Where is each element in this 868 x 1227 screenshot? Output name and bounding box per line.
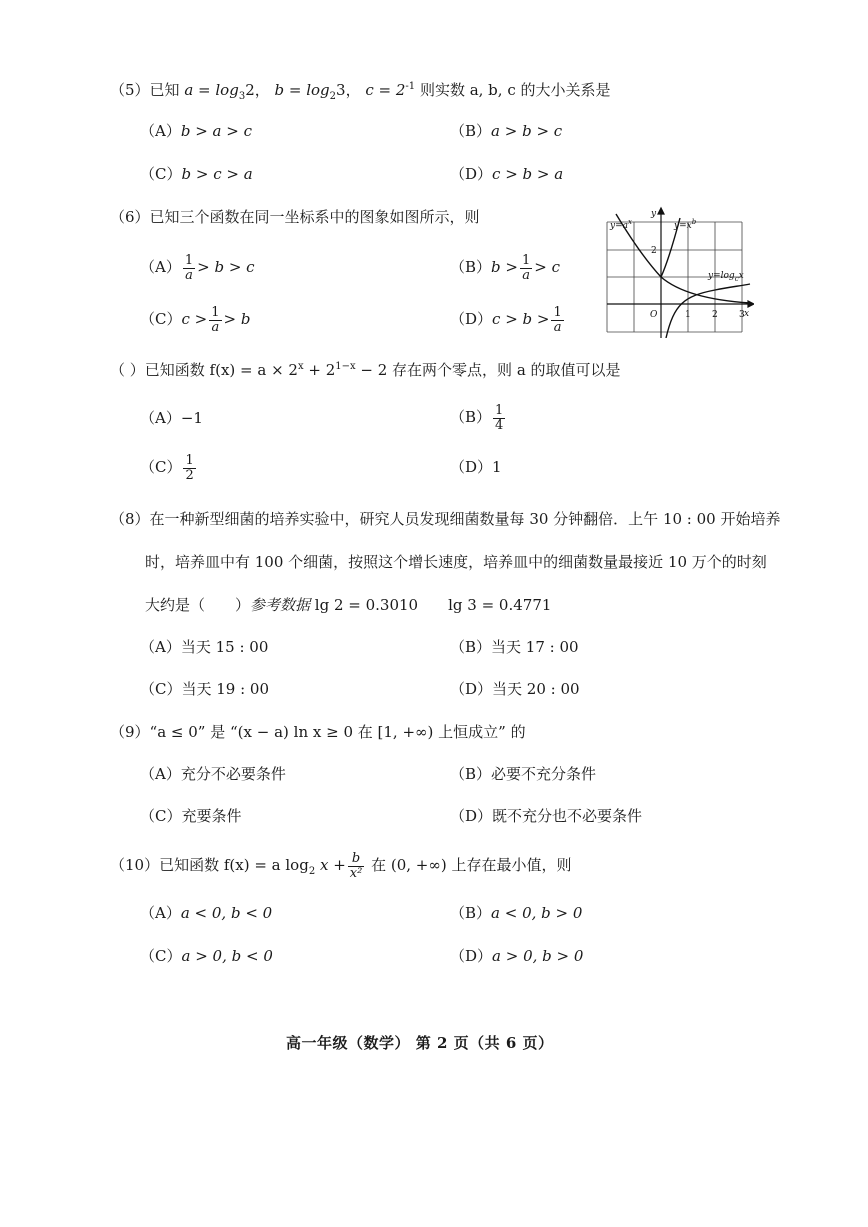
label-y-xb: $y=x^b$ bbox=[674, 218, 697, 231]
option-label: （B） bbox=[450, 258, 492, 277]
option-label: （D） bbox=[450, 165, 493, 183]
option-label: （A） bbox=[140, 765, 181, 783]
q8-option-a[interactable] bbox=[140, 640, 268, 655]
option-label: （B） bbox=[450, 122, 492, 140]
option-label: （A） bbox=[140, 409, 181, 427]
q5-b-arg: 3， bbox=[336, 81, 361, 99]
curve-logarithm bbox=[666, 284, 750, 338]
option-label: （B） bbox=[450, 765, 492, 783]
q5-option-b[interactable] bbox=[450, 124, 562, 139]
q6-option-b[interactable] bbox=[450, 254, 560, 282]
option-text: 当天 17 : 00 bbox=[491, 638, 579, 656]
tick-x-2: 2 bbox=[712, 310, 718, 320]
q10-stem bbox=[110, 852, 571, 880]
q7-option-c[interactable] bbox=[140, 454, 198, 482]
q9-stem: （9）“a ≤ 0” 是 “(x − a) ln x ≥ 0 在 [1, +∞) 上恒成立” 的 bbox=[110, 723, 526, 741]
q8-option-b[interactable] bbox=[450, 640, 579, 655]
q5-a-def: a = log bbox=[184, 81, 239, 99]
q5-option-d[interactable] bbox=[450, 167, 563, 182]
q9-option-c[interactable] bbox=[140, 809, 242, 824]
option-text: 既不充分也不必要条件 bbox=[492, 807, 643, 825]
y-axis-arrow bbox=[658, 208, 664, 214]
q10-mid: x + bbox=[315, 856, 346, 875]
option-text: a < 0, b < 0 bbox=[180, 904, 273, 922]
q8-line-1: （8）在一种新型细菌的培养实验中，研究人员发现细菌数量每 30 分钟翻倍．上午 10 : 00 开始培养 bbox=[110, 510, 781, 528]
option-text: a < 0, b > 0 bbox=[491, 904, 583, 922]
q7-stem-pre: （ ）已知函数 f(x) = a × 2 bbox=[110, 361, 298, 379]
option-text: a > b > c bbox=[491, 122, 563, 140]
q5-b-base: 2 bbox=[329, 91, 337, 102]
option-label: （D） bbox=[450, 947, 493, 965]
q8-option-d[interactable] bbox=[450, 682, 580, 697]
q5-c-def: c = 2 bbox=[365, 81, 406, 99]
function-graph bbox=[604, 204, 754, 338]
option-text: 充要条件 bbox=[181, 807, 242, 825]
q8-line-2: 时，培养皿中有 100 个细菌，按照这个增长速度，培养皿中的细菌数量最接近 10 万个的时刻 bbox=[145, 553, 767, 571]
q5-a-arg: 2， bbox=[245, 81, 270, 99]
option-text: c > b > bbox=[492, 310, 550, 329]
option-text: a > 0, b > 0 bbox=[492, 947, 584, 965]
q7-stem-post: − 2 存在两个零点，则 a 的取值可以是 bbox=[355, 361, 621, 379]
q6-stem: （6）已知三个函数在同一坐标系中的图象如图所示，则 bbox=[110, 208, 480, 226]
fraction: $\frac{1}{a}$ bbox=[553, 305, 562, 335]
page-footer: 高一年级（数学） 第 2 页（共 6 页） bbox=[286, 1034, 554, 1052]
q7-sup2: 1−x bbox=[335, 361, 356, 372]
q10-option-a[interactable] bbox=[140, 906, 272, 921]
option-text: > c bbox=[534, 258, 561, 277]
axis-x-label: x bbox=[744, 309, 750, 319]
option-label: （A） bbox=[140, 258, 181, 277]
q7-option-b[interactable] bbox=[450, 404, 507, 432]
option-label: （B） bbox=[450, 638, 492, 656]
q10-stem-post: 在 (0, +∞) 上存在最小值，则 bbox=[366, 856, 572, 875]
q6-option-d[interactable] bbox=[450, 306, 566, 334]
tick-y-2: 2 bbox=[651, 246, 657, 256]
label-y-ax: $y=a^x$ bbox=[610, 218, 632, 231]
q5-prefix: （5）已知 bbox=[110, 81, 180, 99]
option-label: （D） bbox=[450, 458, 493, 476]
q7-option-d[interactable] bbox=[450, 460, 502, 475]
q5-option-a[interactable] bbox=[140, 124, 252, 139]
option-text: 当天 19 : 00 bbox=[181, 680, 270, 698]
q7-mid: + 2 bbox=[303, 361, 336, 379]
label-y-logc: $y=\log_cx$ bbox=[708, 271, 744, 283]
q7-stem bbox=[110, 362, 621, 378]
q9-option-b[interactable] bbox=[450, 767, 596, 782]
q5-a-base: 3 bbox=[238, 91, 246, 102]
option-text: c > b > a bbox=[492, 165, 564, 183]
option-label: （B） bbox=[450, 904, 492, 922]
option-label: （A） bbox=[140, 638, 181, 656]
option-text: 当天 20 : 00 bbox=[492, 680, 580, 698]
fraction: $\frac{1}{4}$ bbox=[495, 403, 504, 433]
option-text: 当天 15 : 00 bbox=[180, 638, 269, 656]
q8-line-3 bbox=[145, 598, 551, 613]
q9-option-d[interactable] bbox=[450, 809, 642, 824]
option-label: （C） bbox=[140, 458, 182, 477]
option-text: 充分不必要条件 bbox=[180, 765, 286, 783]
option-label: （D） bbox=[450, 310, 493, 329]
q5-stem bbox=[110, 82, 611, 102]
tick-x-1: 1 bbox=[685, 310, 691, 320]
fraction: $\frac{b}{\text{x²}}$ bbox=[349, 851, 363, 881]
tick-origin: O bbox=[650, 310, 658, 320]
option-label: （C） bbox=[140, 680, 182, 698]
q6-option-c[interactable] bbox=[140, 306, 250, 334]
option-text: −1 bbox=[180, 409, 203, 427]
option-label: （C） bbox=[140, 947, 182, 965]
q5-option-c[interactable] bbox=[140, 167, 253, 182]
option-label: （D） bbox=[450, 680, 493, 698]
option-text: 1 bbox=[492, 458, 502, 476]
q10-stem-pre: （10）已知函数 f(x) = a log bbox=[110, 856, 309, 875]
fraction: $\frac{1}{a}$ bbox=[184, 253, 194, 283]
q7-sup1: x bbox=[297, 361, 304, 372]
option-text: > b bbox=[223, 310, 251, 329]
option-label: （A） bbox=[140, 122, 181, 140]
q6-option-a[interactable] bbox=[140, 254, 255, 282]
q8-option-c[interactable] bbox=[140, 682, 269, 697]
q10-option-d[interactable] bbox=[450, 949, 583, 964]
option-text: b > a > c bbox=[180, 122, 252, 140]
axis-y-label: y bbox=[651, 209, 657, 219]
option-label: （D） bbox=[450, 807, 493, 825]
option-label: （C） bbox=[140, 310, 182, 329]
q10-option-c[interactable] bbox=[140, 949, 273, 964]
q7-option-a[interactable] bbox=[140, 411, 203, 426]
option-text: a > 0, b < 0 bbox=[181, 947, 273, 965]
option-label: （B） bbox=[450, 408, 492, 427]
q5-suffix: 则实数 a, b, c 的大小关系是 bbox=[415, 81, 611, 99]
q10-log-base: 2 bbox=[308, 866, 316, 878]
option-label: （A） bbox=[140, 904, 181, 922]
x-axis-arrow bbox=[748, 301, 754, 307]
option-label: （C） bbox=[140, 165, 182, 183]
q10-option-b[interactable] bbox=[450, 906, 582, 921]
option-text: b > bbox=[491, 258, 518, 277]
q8-line3-pre: 大约是（ ） bbox=[145, 596, 251, 614]
tick-x-3: 3 bbox=[739, 310, 745, 320]
option-text: c > bbox=[181, 310, 208, 329]
q9-option-a[interactable] bbox=[140, 767, 286, 782]
q8-reference-values: lg 2 = 0.3010 lg 3 = 0.4771 bbox=[310, 596, 552, 614]
q8-reference-label: 参考数据 bbox=[250, 596, 311, 614]
fraction: $\frac{1}{a}$ bbox=[211, 305, 220, 335]
option-text: b > c > a bbox=[181, 165, 253, 183]
fraction: $\frac{1}{2}$ bbox=[185, 453, 194, 483]
fraction: $\frac{1}{a}$ bbox=[521, 253, 531, 283]
q5-b-def: b = log bbox=[274, 81, 330, 99]
q5-c-exp: -1 bbox=[405, 81, 416, 92]
option-label: （C） bbox=[140, 807, 182, 825]
option-text: > b > c bbox=[197, 258, 255, 277]
option-text: 必要不充分条件 bbox=[491, 765, 597, 783]
